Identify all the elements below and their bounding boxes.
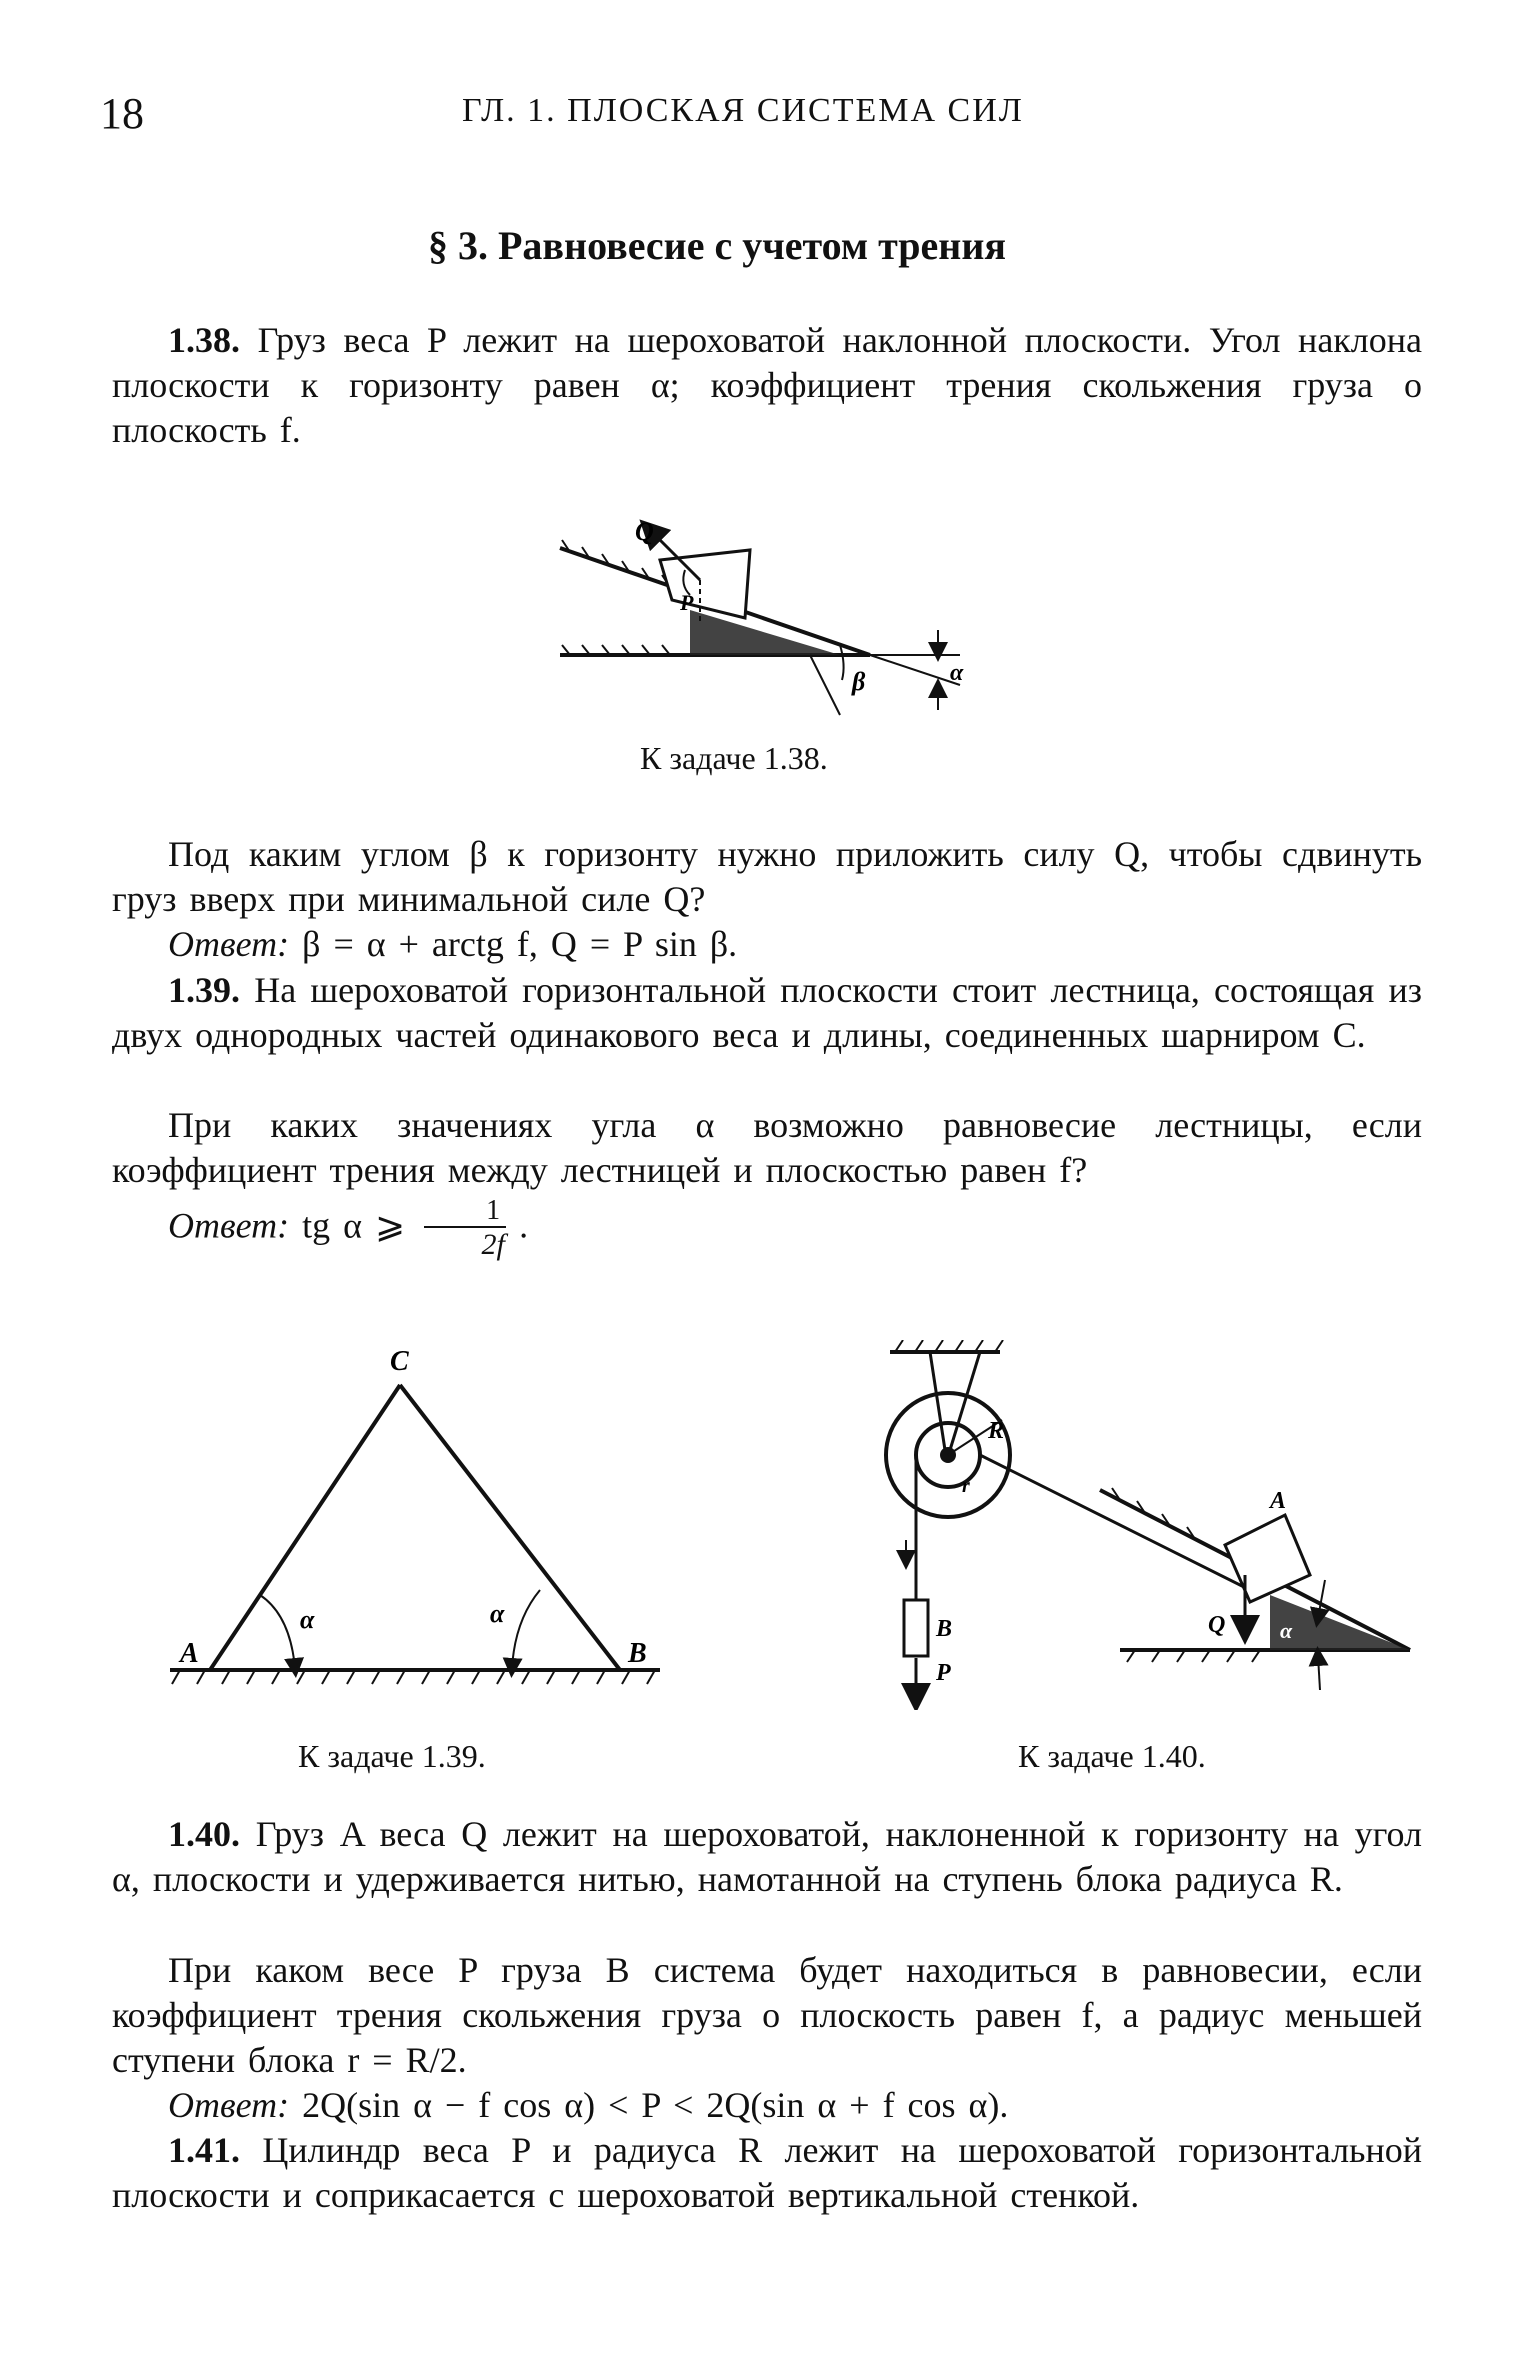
label-beta: β [852, 667, 866, 696]
label-alpha: α [950, 660, 964, 686]
answer-label: Ответ: [168, 924, 290, 964]
figure-1-38 [540, 500, 1020, 730]
problem-text: Груз веса P лежит на шероховатой наклонной плоскости. Угол наклона плоскости к горизонту равен α; коэффициент трения скольжения груза о плоскость f. [112, 320, 1422, 450]
label-q: Q [1208, 1612, 1226, 1638]
alpha-arrow-top [1318, 1580, 1325, 1618]
figure-1-38-caption: К задаче 1.38. [640, 740, 828, 776]
answer-lhs: tg α ⩾ [302, 1205, 406, 1246]
label-p: P [936, 1660, 951, 1686]
floor-hatching [172, 1670, 655, 1684]
problem-number: 1.38. [168, 320, 240, 360]
running-title: ГЛ. 1. ПЛОСКАЯ СИСТЕМА СИЛ [462, 92, 1024, 129]
figure-1-39 [150, 1330, 680, 1710]
figure-1-40-caption: К задаче 1.40. [1018, 1738, 1206, 1774]
label-q: Q [635, 517, 654, 546]
block [660, 550, 750, 618]
problem-1-38-answer [112, 922, 1422, 967]
problem-text: Груз A веса Q лежит на шероховатой, наклоненной к горизонту на угол α, плоскости и удерживается нитью, намотанной на ступень блока радиуса R. [112, 1814, 1422, 1899]
label-r-big: R [988, 1418, 1005, 1444]
problem-1-41-statement [112, 2128, 1422, 2218]
answer-formula: β = α + arctg f, Q = P sin β. [302, 924, 738, 964]
label-alpha: α [1280, 1618, 1293, 1643]
figure-1-39-caption: К задаче 1.39. [298, 1738, 486, 1774]
problem-1-39-statement [112, 968, 1422, 1058]
problem-1-39-question: При каких значениях угла α возможно равновесие лестницы, если коэффициент трения между лестницей и плоскостью равен f? [112, 1105, 1422, 1190]
problem-number: 1.41. [168, 2130, 240, 2170]
page-number: 18 [100, 89, 144, 138]
figure-1-40 [870, 1340, 1430, 1710]
problem-number: 1.39. [168, 970, 240, 1010]
problem-1-40-question: При каком весе P груза B система будет находиться в равновесии, если коэффициент трения скольжения груза о плоскость равен f, а радиус меньшей ступени блока r = R/2. [112, 1950, 1422, 2080]
label-alpha-right: α [490, 1599, 505, 1628]
problem-1-39-answer [112, 1196, 1422, 1262]
alpha-arc-left [260, 1595, 295, 1668]
label-a: A [1270, 1488, 1287, 1514]
label-a: A [180, 1638, 199, 1669]
problem-1-38-statement [112, 318, 1422, 453]
hanger-left [930, 1352, 945, 1450]
incline-extension [870, 655, 960, 685]
problem-1-40-statement [112, 1812, 1422, 1902]
problem-text: Цилиндр веса P и радиуса R лежит на шероховатой горизонтальной плоскости и соприкасается с шероховатой вертикальной стенкой. [112, 2130, 1422, 2215]
answer-fraction [424, 1196, 506, 1262]
problem-1-40-answer [112, 2083, 1422, 2128]
alpha-arc-right [512, 1590, 540, 1668]
answer-label: Ответ: [168, 2085, 290, 2125]
answer-end: . [519, 1205, 529, 1246]
label-alpha-left: α [300, 1605, 315, 1634]
answer-label: Ответ: [168, 1205, 290, 1246]
problem-number: 1.40. [168, 1814, 240, 1854]
label-c: C [390, 1346, 409, 1377]
ladder-right [400, 1385, 620, 1670]
section-title: § 3. Равновесие с учетом трения [428, 223, 1007, 268]
fraction-numerator: 1 [424, 1196, 506, 1228]
label-r-small: r [962, 1475, 970, 1497]
answer-formula: 2Q(sin α − f cos α) < P < 2Q(sin α + f cos α). [302, 2085, 1009, 2125]
label-p: P [680, 590, 694, 615]
load-b [904, 1600, 928, 1656]
q-line-extension [810, 655, 840, 715]
beta-arc [840, 645, 844, 680]
rope-to-a [980, 1455, 1260, 1595]
label-b: B [628, 1638, 647, 1669]
label-b: B [936, 1616, 953, 1642]
load-a [1225, 1515, 1310, 1602]
alpha-arrow-bottom [1318, 1656, 1320, 1690]
problem-1-38-question: Под каким углом β к горизонту нужно приложить силу Q, чтобы сдвинуть груз вверх при минимальной силе Q? [112, 834, 1422, 919]
problem-text: На шероховатой горизонтальной плоскости стоит лестница, состоящая из двух однородных частей одинакового веса и длины, соединенных шарниром C. [112, 970, 1423, 1055]
fraction-denominator: 2f [481, 1228, 505, 1261]
